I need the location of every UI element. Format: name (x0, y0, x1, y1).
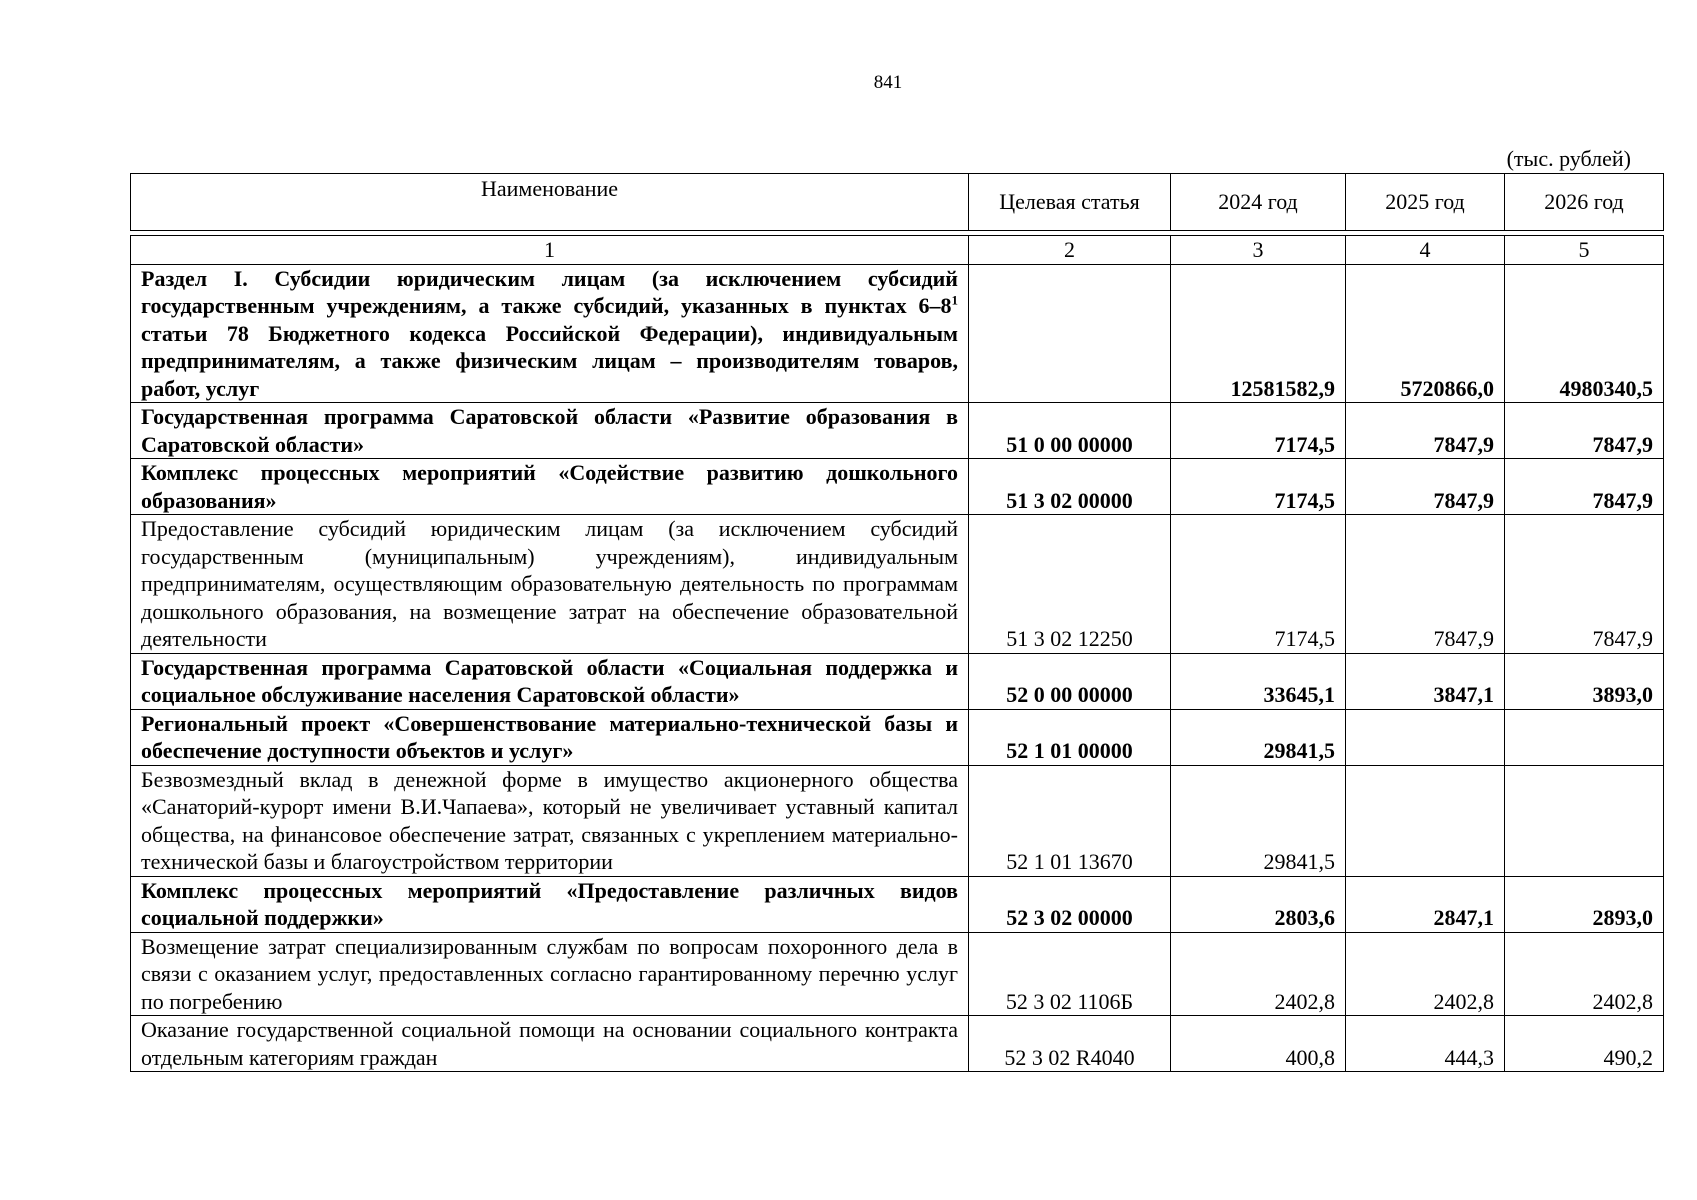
row-value-2025: 444,3 (1346, 1016, 1505, 1072)
row-value-2026: 2402,8 (1505, 932, 1664, 1016)
units-label: (тыс. рублей) (1506, 146, 1631, 171)
table-header (130, 173, 1664, 231)
row-code: 52 3 02 00000 (969, 876, 1171, 932)
row-name: Региональный проект «Совершенствование материально-технической базы и обеспечение доступности объектов и услуг» (131, 709, 969, 765)
row-value-2025: 7847,9 (1346, 403, 1505, 459)
page-number: 841 (873, 72, 903, 93)
row-code: 51 3 02 00000 (969, 459, 1171, 515)
program-row (131, 403, 1664, 459)
row-value-2024: 2803,6 (1171, 876, 1346, 932)
item-row (131, 1016, 1664, 1072)
complex-row (131, 876, 1664, 932)
row-name: Возмещение затрат специализированным службам по вопросам похоронного дела в связи с оказанием услуг, предоставленных согласно гарантированному перечню услуг по погребению (131, 932, 969, 1016)
complex-row (131, 459, 1664, 515)
row-value-2025 (1346, 709, 1505, 765)
row-value-2024: 400,8 (1171, 1016, 1346, 1072)
row-value-2024: 33645,1 (1171, 653, 1346, 709)
row-value-2026: 7847,9 (1505, 515, 1664, 654)
item-row (131, 515, 1664, 654)
header-2024: 2024 год (1171, 174, 1346, 231)
row-code: 52 0 00 00000 (969, 653, 1171, 709)
row-code: 52 3 02 R4040 (969, 1016, 1171, 1072)
column-number: 2 (969, 236, 1171, 265)
row-value-2026 (1505, 765, 1664, 876)
row-value-2026: 4980340,5 (1505, 264, 1664, 403)
row-value-2024: 7174,5 (1171, 459, 1346, 515)
row-value-2024: 2402,8 (1171, 932, 1346, 1016)
row-value-2025: 3847,1 (1346, 653, 1505, 709)
row-value-2024: 12581582,9 (1171, 264, 1346, 403)
row-name: Оказание государственной социальной помощи на основании социального контракта отдельным категориям граждан (131, 1016, 969, 1072)
column-number: 4 (1346, 236, 1505, 265)
row-value-2026: 2893,0 (1505, 876, 1664, 932)
row-code (969, 264, 1171, 403)
item-row (131, 932, 1664, 1016)
row-code: 52 1 01 00000 (969, 709, 1171, 765)
column-number: 5 (1505, 236, 1664, 265)
row-name: Государственная программа Саратовской области «Развитие образования в Саратовской области» (131, 403, 969, 459)
row-value-2026: 3893,0 (1505, 653, 1664, 709)
header-2026: 2026 год (1505, 174, 1664, 231)
row-code: 51 0 00 00000 (969, 403, 1171, 459)
row-value-2025: 2402,8 (1346, 932, 1505, 1016)
row-value-2025: 5720866,0 (1346, 264, 1505, 403)
project-row (131, 709, 1664, 765)
column-number: 3 (1171, 236, 1346, 265)
row-value-2026: 7847,9 (1505, 459, 1664, 515)
row-value-2024: 29841,5 (1171, 709, 1346, 765)
row-code: 52 1 01 13670 (969, 765, 1171, 876)
row-name: Государственная программа Саратовской области «Социальная поддержка и социальное обслуживание населения Саратовской области» (131, 653, 969, 709)
row-name: Комплекс процессных мероприятий «Предоставление различных видов социальной поддержки» (131, 876, 969, 932)
program-row (131, 653, 1664, 709)
row-code: 52 3 02 1106Б (969, 932, 1171, 1016)
row-value-2026 (1505, 709, 1664, 765)
row-name: Предоставление субсидий юридическим лицам (за исключением субсидий государственным (муниципальным) учреждениям), индивидуальным предпринимателям, осуществляющим образовательную деятельность по программам дошкольного образования, на возмещение затрат на обеспечение образовательной деятельности (131, 515, 969, 654)
section-row (131, 264, 1664, 403)
row-name: Комплекс процессных мероприятий «Содействие развитию дошкольного образования» (131, 459, 969, 515)
row-name: Раздел I. Субсидии юридическим лицам (за исключением субсидий государственным учреждениям, а также субсидий, указанных в пунктах $6-8^1$ статьи 78 Бюджетного кодекса Российской Федерации), индивидуальным предпринимателям, а также физическим лицам – производителям товаров, работ, услуг (131, 264, 969, 403)
row-name: Безвозмездный вклад в денежной форме в имущество акционерного общества «Санаторий-курорт имени В.И.Чапаева», который не увеличивает уставный капитал общества, на финансовое обеспечение затрат, связанных с укреплением материально-технической базы и благоустройством территории (131, 765, 969, 876)
item-row (131, 765, 1664, 876)
row-value-2025: 7847,9 (1346, 459, 1505, 515)
header-2025: 2025 год (1346, 174, 1505, 231)
budget-table (130, 235, 1664, 1072)
row-value-2024: 29841,5 (1171, 765, 1346, 876)
row-value-2024: 7174,5 (1171, 403, 1346, 459)
header-code: Целевая статья (969, 174, 1171, 231)
row-value-2025: 2847,1 (1346, 876, 1505, 932)
header-name: Наименование (131, 174, 969, 231)
row-value-2024: 7174,5 (1171, 515, 1346, 654)
column-number-row (131, 236, 1664, 265)
column-number: 1 (131, 236, 969, 265)
row-code: 51 3 02 12250 (969, 515, 1171, 654)
row-value-2026: 490,2 (1505, 1016, 1664, 1072)
row-value-2026: 7847,9 (1505, 403, 1664, 459)
row-value-2025: 7847,9 (1346, 515, 1505, 654)
row-value-2025 (1346, 765, 1505, 876)
